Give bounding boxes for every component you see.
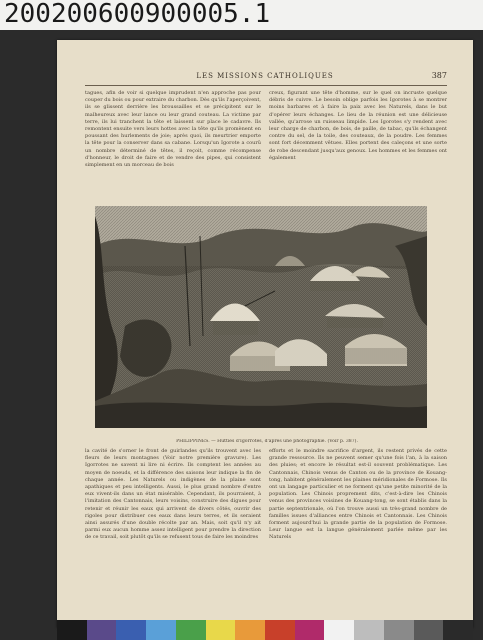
color-swatch-9 [324, 620, 354, 640]
color-swatch-5 [206, 620, 236, 640]
color-swatch-8 [295, 620, 325, 640]
document-page [57, 40, 473, 628]
color-swatch-2 [116, 620, 146, 640]
text-column-bottom-right: efforts et le moindre sacrifice d'argent, ils restent privés de cette grande ressource. Ils ne peuvent semer qu'une fois l'an, à la saison des pluies; et encore le résultat est-il souvent problématique. Les Cantonnais, Chinois venus de Canton ou de la province de Kouang-tong, habitent généralement les plaines méridionales de Formose. Ils ont un langage particulier et ne forment qu'une petite minorité de la population. Les Chinois proprement dits, c'est-à-dire les Chinois venus des provinces voisines de Kouang-tong, se sont établis dans la partie septentrionale, où l'on trouve aussi un très-grand nombre de familles issues d'alliances entre Chinois et Cantonnais. Les Chinois forment aujourd'hui la grande partie de la population de Formose. Leur langue est la langue généralement parlée même par les Naturels [269, 448, 447, 541]
page-header [57, 72, 473, 84]
color-swatch-1 [87, 620, 117, 640]
page-number: 387 [431, 71, 447, 80]
igorot-huts-engraving [95, 206, 427, 428]
illustration-caption: PHILIPPINES. — Hutties d'Igorrotes, d'après une photographie. (Voir p. 387). [176, 439, 358, 444]
color-swatch-3 [146, 620, 176, 640]
archive-number: 200200600900005.1 [4, 0, 271, 29]
color-swatch-0 [57, 620, 87, 640]
archive-label-strip [0, 0, 483, 30]
color-swatch-12 [414, 620, 444, 640]
text-column-bottom-left: la cavité de s'orner le front de guirlandes qu'ils trouvent avec les fleurs de leurs montagnes (Voir notre première gravure). Les Igorrotes ne savent ni lire ni écrire. Ils comptent les années au moyen de noeuds, et la différence des saisons leur indique la fin de chaque année. Les Naturels ou indigènes de la plaine sont apathiques et peu intelligents. Aussi, le plus grand nombre d'entre eux vivent-ils dans un état misérable. Cependant, ils pourraient, à l'imitation des Cantonnais, leurs voisins, construire des digues pour retenir et réunir les eaux qui arrivent de divers côtés, ouvrir des rigoles pour distribuer ces eaux dans leurs terres, et ils seraient ainsi assurés d'une double récolte par an. Mais, soit qu'il n'y ait parmi eux aucun homme assez intelligent pour prendre la direction de ce travail, soit plutôt qu'ils se refusent tous de faire les moindres [85, 448, 261, 541]
color-swatch-6 [235, 620, 265, 640]
color-calibration-bar [57, 620, 473, 640]
text-column-top-left: tagues, afin de voir si quelque imprudent n'en approche pas pour couper du bois ou pour extraire du charbon. Dès qu'ils l'aperçoivent, ils se glissent derrière les broussailles et se précipitent sur le malheureux avec leur lance ou leur grand couteau. La victime par terre, ils lui tranchent la tête et laissent sur place le cadavre. Ils remontent ensuite vers leurs hottes avec la tête qu'ils promènent en poussant des hurlements de joie; après quoi, ils meurtrier emporte la tête pour la conserver dans sa cabane. Lorsqu'un Igorote a courû un nombre déterminé de têtes, il reçoit, comme récompense d'honneur, le droit de faire et de vendre des pipes, qui consistent simplement en un morceau de bois [85, 90, 261, 169]
color-swatch-13 [443, 620, 473, 640]
color-swatch-4 [176, 620, 206, 640]
header-rule [85, 85, 447, 86]
color-swatch-7 [265, 620, 295, 640]
running-title: LES MISSIONS CATHOLIQUES [196, 72, 334, 80]
engraving-illustration [95, 206, 427, 428]
text-column-top-right: creux, figurant une tête d'homme, sur le quel on incruste quelque débris de cuivre. Le besoin oblige parfois les Igorotes à se montrer moins barbares et à faire la paix avec les Naturels, dans le but d'opérer leurs échanges. Le lieu de la réunion est une délicieuse vallée, qu'arrose un ruisseau limpide. Les Igorotes s'y rendent avec leur charge de charbon, de bois, de paille, de tabac, qu'ils échangent contre du sel, de la toile, des couteaux, de la poudre. Les femmes sont fort décemment vêtues. Elles portent des caleçons et une sorte de robe descendant jusqu'aux genoux. Les hommes et les femmes ont également [269, 90, 447, 161]
color-swatch-10 [354, 620, 384, 640]
color-swatch-11 [384, 620, 414, 640]
